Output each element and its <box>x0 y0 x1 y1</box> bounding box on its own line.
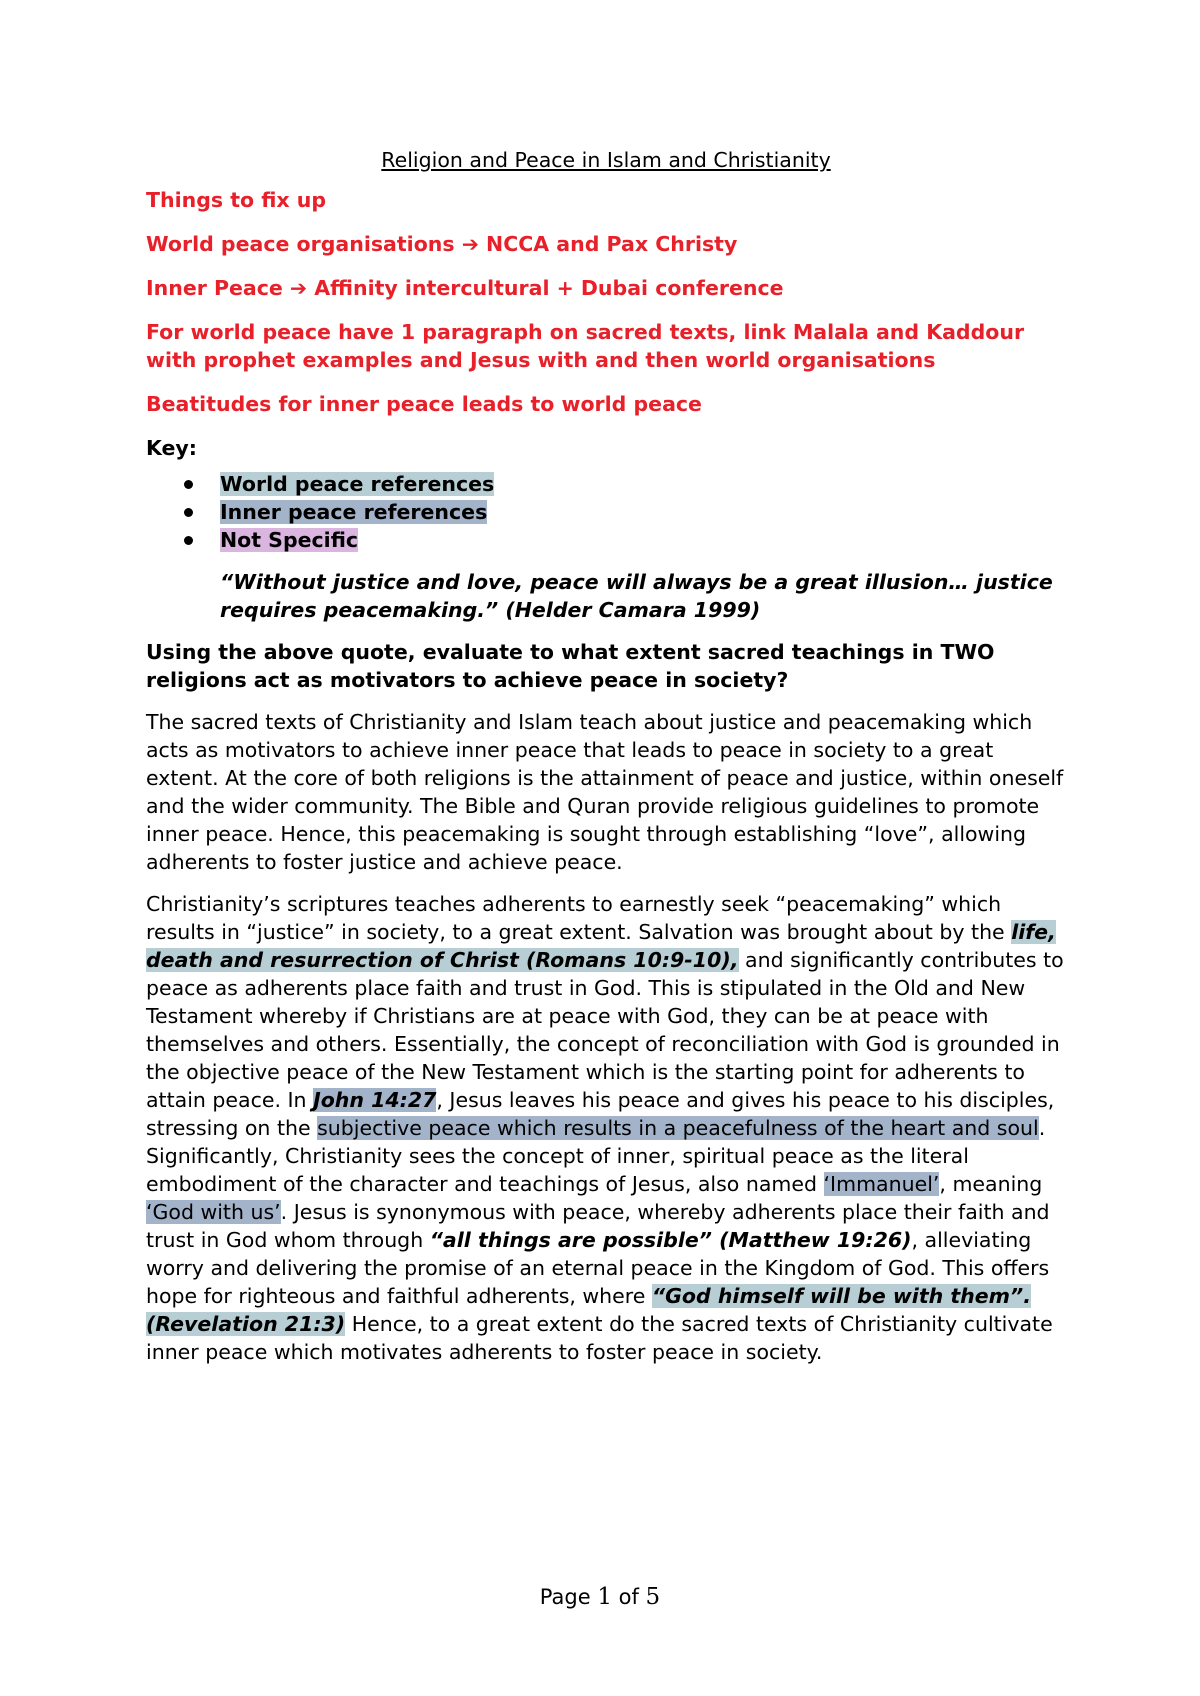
document-title: Religion and Peace in Islam and Christianity <box>381 148 831 172</box>
highlight-world-revelation: “God himself will be with them”. (Revelation 21:3) <box>146 1284 1032 1336</box>
note-inner-peace <box>146 274 1066 302</box>
text-run: , Jesus leaves his peace and gives his peace to his disciples, stressing on the <box>146 1088 1055 1140</box>
document-content <box>146 146 1066 1380</box>
key-item-label: Inner peace references <box>220 500 488 524</box>
key-item-inner <box>146 498 1066 526</box>
note-inner-target: Affinity intercultural + Dubai conference <box>307 276 784 300</box>
note-inner-text: Inner Peace <box>146 276 290 300</box>
highlight-inner-immanuel: ‘Immanuel’ <box>823 1172 940 1196</box>
essay-question: Using the above quote, evaluate to what extent sacred teachings in TWO religions act as motivators to achieve peace in society? <box>146 640 995 692</box>
paragraph-introduction: The sacred texts of Christianity and Islam teach about justice and peacemaking which acts as motivators to achieve inner peace that leads to peace in society to a great extent. At the core of both religions is the attainment of peace and justice, within oneself and the wider community. The Bible and Quran provide religious guidelines to promote inner peace. Hence, this peacemaking is sought through establishing “love”, allowing adherents to foster justice and achieve peace. <box>146 710 1064 874</box>
note-paragraph-plan: For world peace have 1 paragraph on sacred texts, link Malala and Kaddour with prophet examples and Jesus with and then world organisations <box>146 320 1025 372</box>
bullet-icon <box>184 508 193 517</box>
highlight-inner-god-with-us: ‘God with us’ <box>146 1200 281 1224</box>
quote-matthew: “all things are possible” (Matthew 19:26) <box>429 1228 912 1252</box>
text-run: . Significantly, Christianity sees the concept of inner, spiritual peace as the literal embodiment of the character and teachings of Jesus, also named <box>146 1116 1046 1196</box>
paragraph-christianity <box>146 890 1066 1366</box>
page-footer <box>0 1584 1200 1610</box>
key-label: Key: <box>146 436 197 460</box>
key-item-label: Not Specific <box>220 528 359 552</box>
note-world-orgs-text: World peace organisations <box>146 232 462 256</box>
key-item-not-specific <box>146 526 1066 554</box>
note-beatitudes: Beatitudes for inner peace leads to world peace <box>146 392 702 416</box>
text-run: , meaning <box>939 1172 1043 1196</box>
note-world-orgs-target: NCCA and Pax Christy <box>478 232 738 256</box>
text-run: . Jesus is synonymous with peace, whereby adherents place their faith and trust in God whom through <box>146 1200 1050 1252</box>
key-item-label: World peace references <box>220 472 495 496</box>
page-total: 5 <box>645 1584 661 1610</box>
note-world-organisations <box>146 230 1066 258</box>
helder-camara-quote: “Without justice and love, peace will always be a great illusion… justice requires peacemaking.” (Helder Camara 1999) <box>220 570 1053 622</box>
text-run: Christianity’s scriptures teaches adherents to earnestly seek “peacemaking” which results in “justice” in society, to a great extent. Salvation was brought about by the <box>146 892 1012 944</box>
key-list <box>146 470 1066 554</box>
page-of-label: of <box>611 1585 646 1609</box>
key-item-world <box>146 470 1066 498</box>
note-things-to-fix: Things to fix up <box>146 188 327 212</box>
text-run: Hence, to a great extent do the sacred texts of Christianity cultivate inner peace which motivates adherents to foster peace in society. <box>146 1312 1053 1364</box>
highlight-world-romans: life, death and resurrection of Christ (Romans 10:9-10), <box>146 920 1056 972</box>
text-run: , alleviating worry and delivering the promise of an eternal peace in the Kingdom of God. This offers hope for righteous and faithful adherents, where <box>146 1228 1050 1308</box>
highlight-inner-john: John 14:27 <box>313 1088 437 1112</box>
bullet-icon <box>184 536 193 545</box>
arrow-right-icon: ➔ <box>461 232 479 256</box>
page-current: 1 <box>597 1584 612 1610</box>
arrow-right-icon: ➔ <box>289 276 308 300</box>
highlight-inner-subjective-peace: subjective peace which results in a peacefulness of the heart and soul <box>317 1116 1039 1140</box>
bullet-icon <box>184 480 193 489</box>
text-run: and significantly contributes to peace as adherents place faith and trust in God. This is stipulated in the Old and New Testament whereby if Christians are at peace with God, they can be at peace with themselves and others. Essentially, the concept of reconciliation with God is grounded in the objective peace of the New Testament which is the starting point for adherents to attain peace. In <box>146 948 1064 1112</box>
page-label: Page <box>539 1585 598 1609</box>
